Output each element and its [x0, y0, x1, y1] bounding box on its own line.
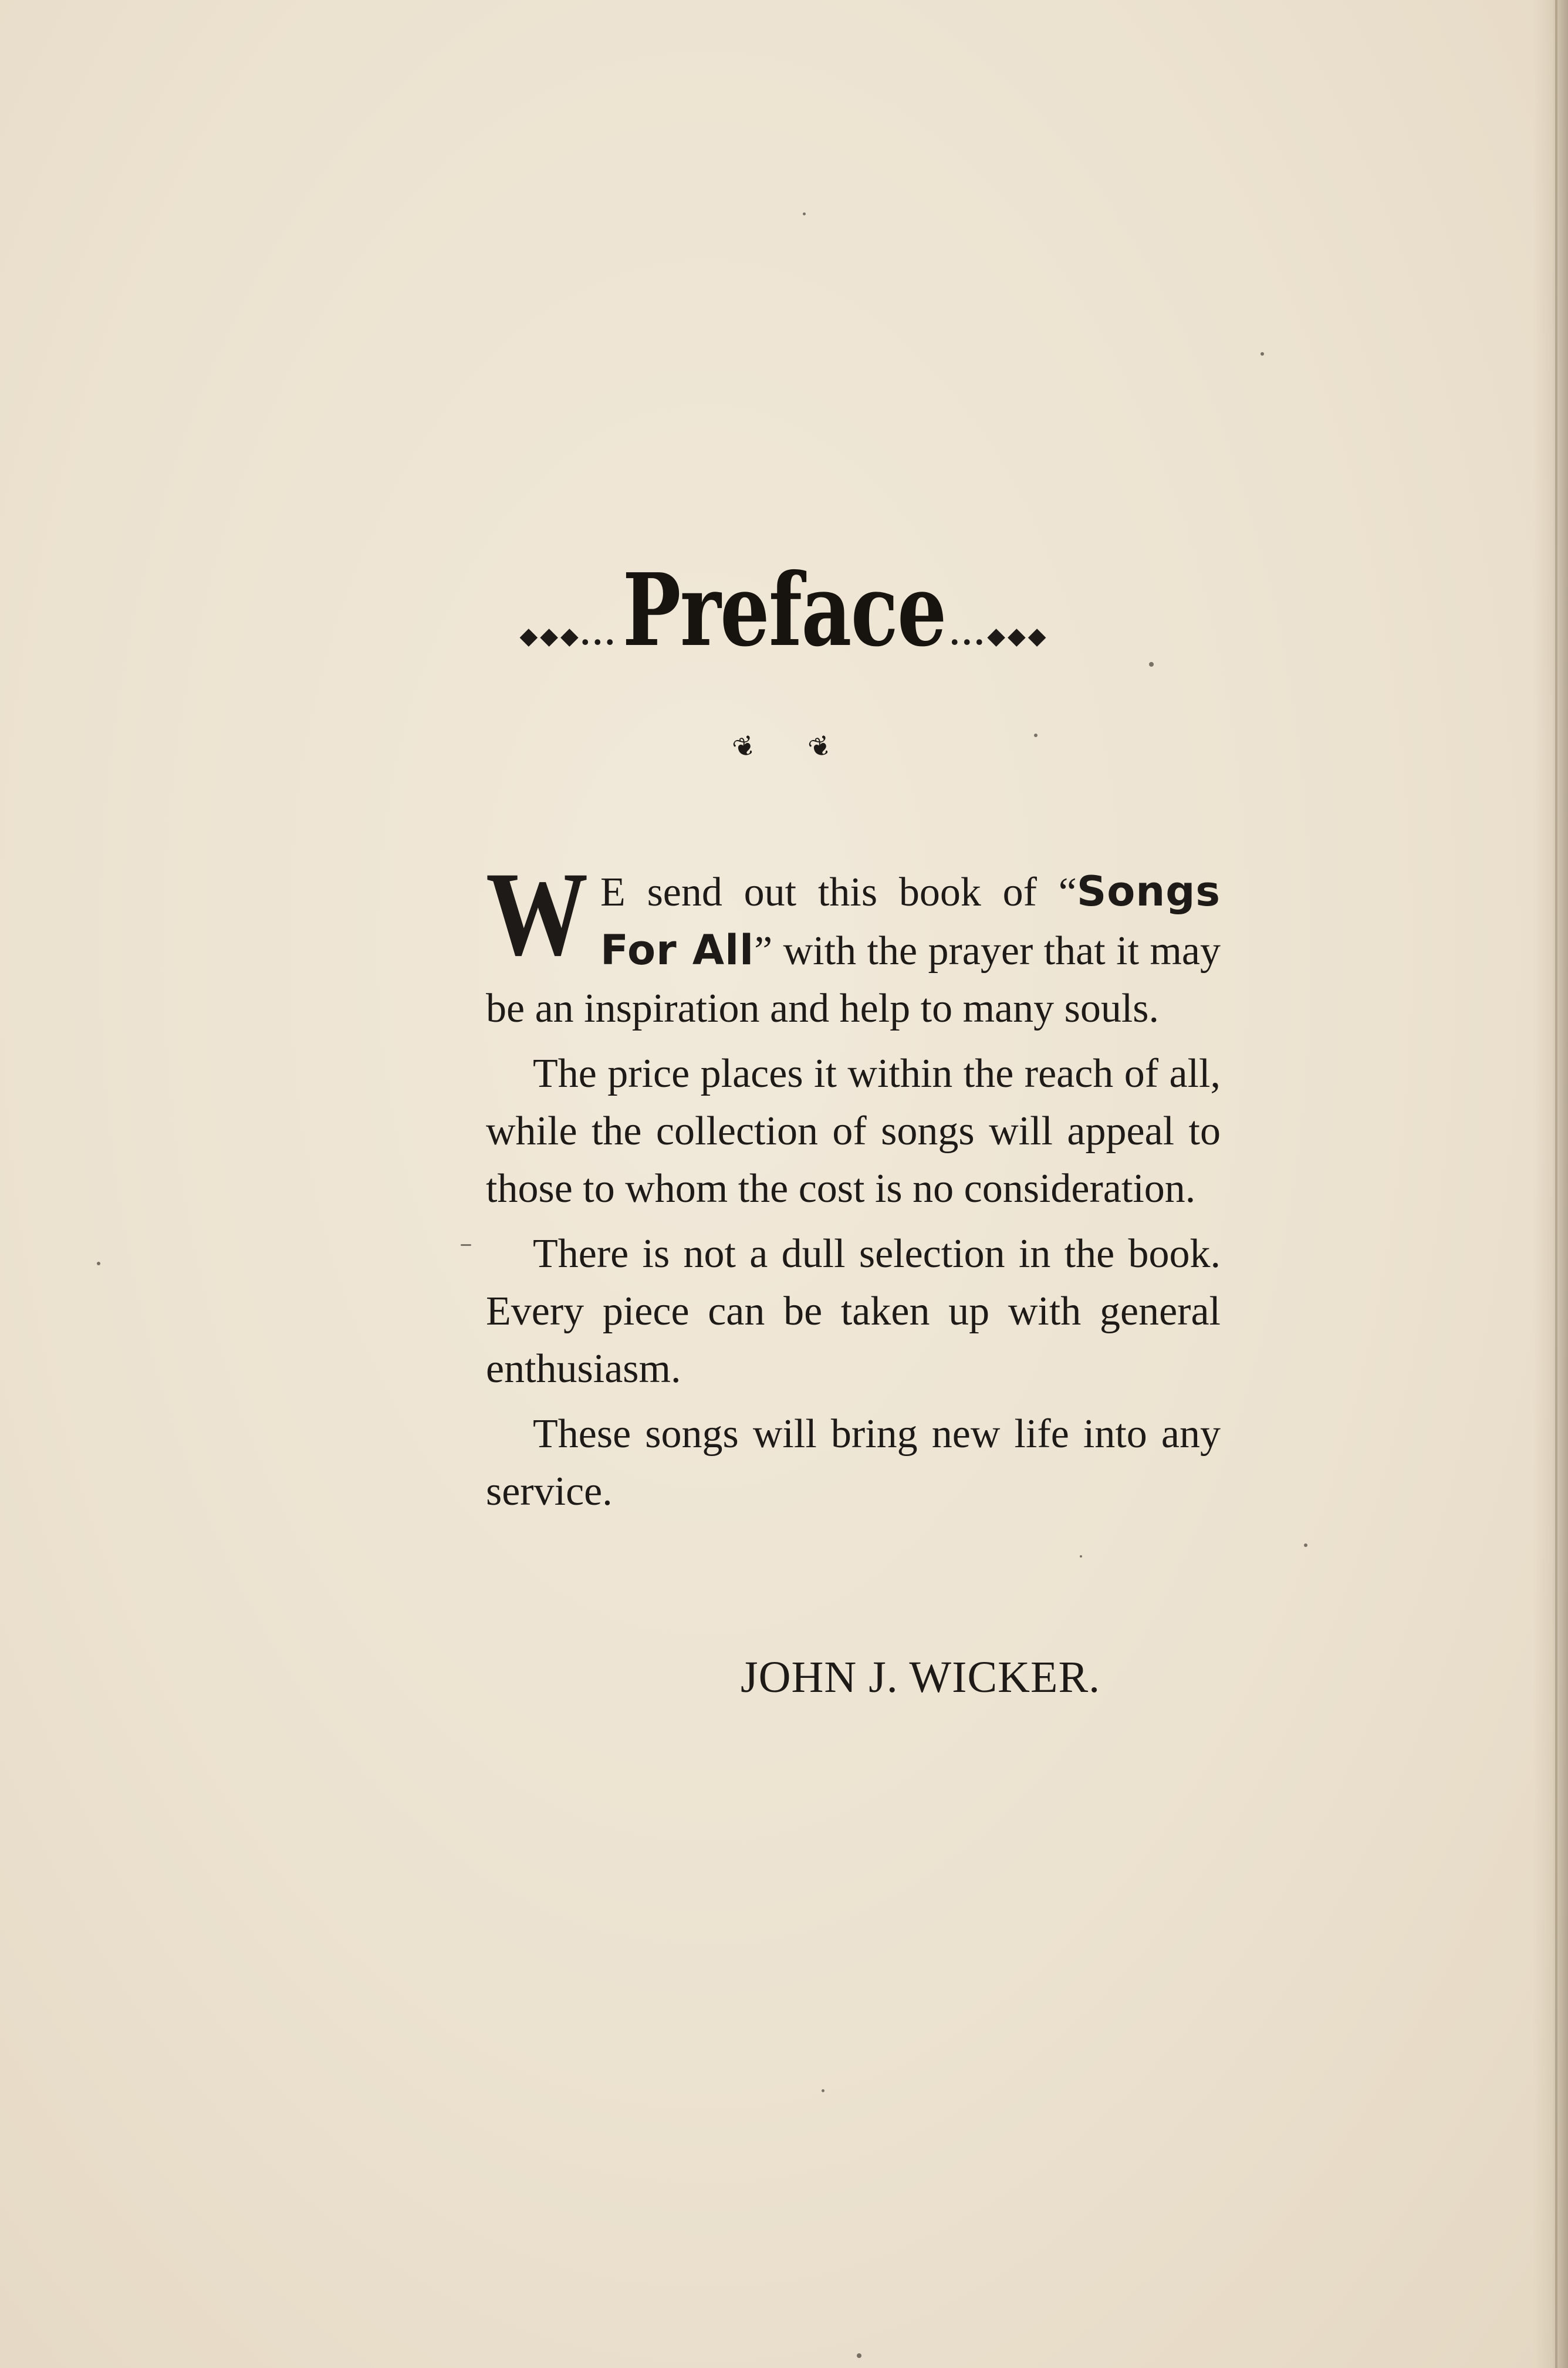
paper-speck: [97, 1262, 100, 1265]
leaf-ornament-icon: ❦: [728, 728, 761, 766]
paper-speck: [1304, 1543, 1307, 1547]
book-title: Songs For All: [600, 867, 1221, 974]
drop-cap: W: [486, 847, 589, 981]
paper-speck: [822, 2089, 824, 2092]
title-ornament-left: ◆◆◆: [519, 623, 581, 650]
page-title: Preface: [622, 552, 946, 669]
title-dots-left: ...: [580, 613, 618, 652]
paper-speck: [1034, 734, 1038, 737]
paper-speck: [1080, 1555, 1082, 1558]
title-ornament-right: ◆◆◆: [987, 623, 1049, 650]
signature: JOHN J. WICKER.: [741, 1653, 1101, 1702]
paper-speck: [857, 2353, 861, 2358]
paper-speck: [461, 1244, 471, 1246]
paragraph-3: There is not a dull selection in the book. Every piece can be taken up with general enthusiasm.: [486, 1231, 1221, 1391]
paragraph-1-text-after: ” with the prayer that it may be an inspiration and help to many souls.: [486, 928, 1221, 1031]
title-dots-right: ...: [950, 613, 988, 652]
page-edge-line: [1555, 0, 1557, 2368]
preface-body: [486, 847, 1221, 1521]
paper-speck: [1149, 662, 1154, 667]
paragraph-4: These songs will bring new life into any service.: [486, 1411, 1221, 1514]
paragraph-1-text-before: E send out this book of “: [600, 870, 1077, 915]
page-edge-shadow: [1533, 0, 1568, 2368]
leaf-ornament-icon: ❦: [804, 728, 836, 766]
paper-speck: [1261, 352, 1264, 356]
paper-speck: [803, 212, 806, 215]
paragraph-2: The price places it within the reach of all, while the collection of songs will appeal to those to whom the cost is no consideration.: [486, 1051, 1221, 1211]
leaf-ornaments: [0, 728, 1568, 772]
paragraph-1: [486, 847, 1221, 1038]
title-row: [0, 543, 1568, 669]
